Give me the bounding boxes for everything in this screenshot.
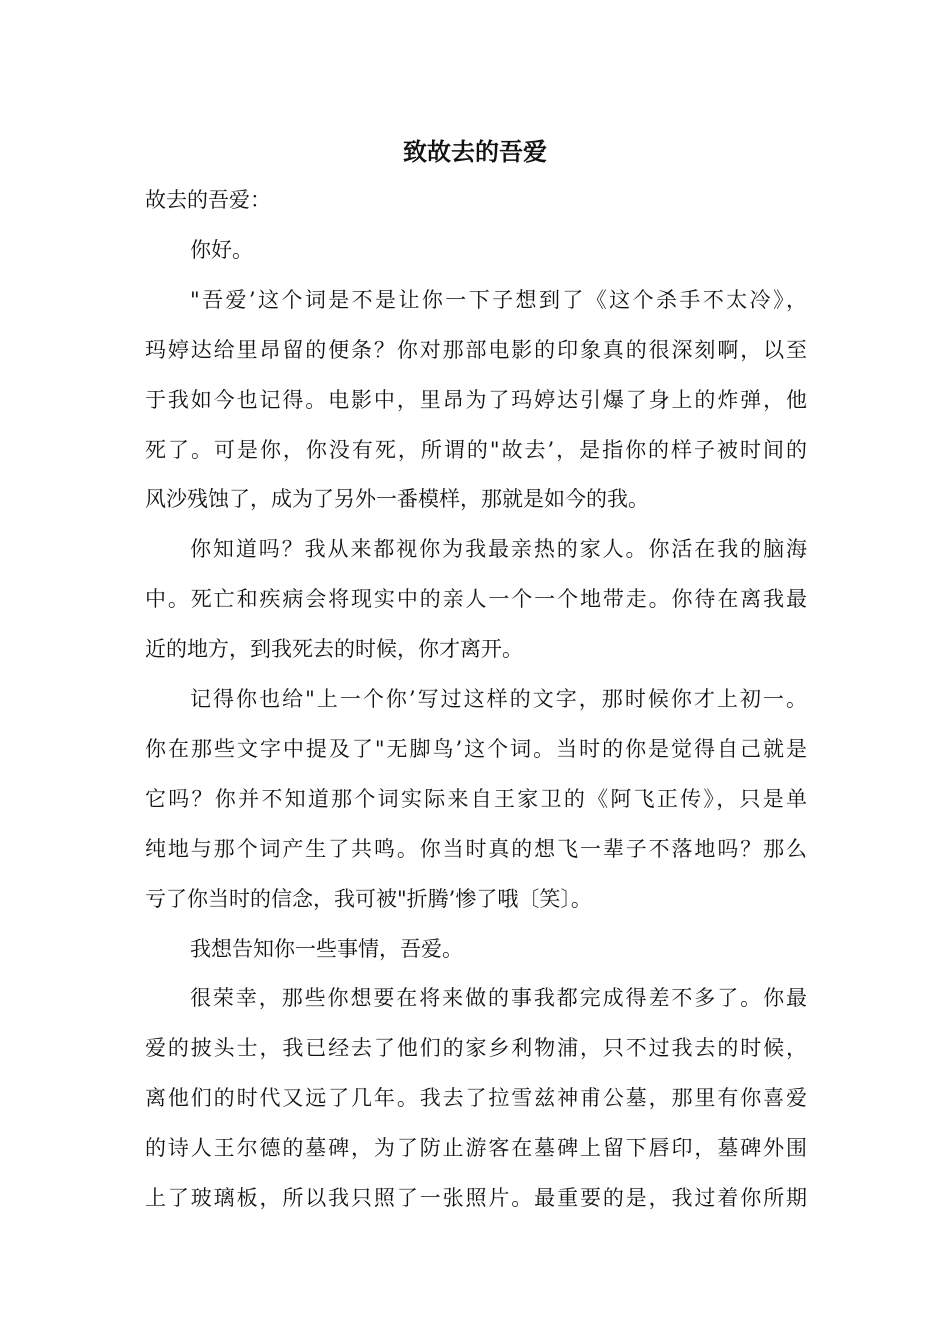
text-line: 很荣幸，那些你想要在将来做的事我都完成得差不多了。你最 [190, 986, 807, 1010]
text-line: 纯地与那个词产生了共鸣。你当时真的想飞一辈子不落地吗？那么 [145, 837, 807, 861]
text-line: 我想告知你一些事情，吾爱。 [190, 937, 463, 961]
text-line: 记得你也给"上一个你’写过这样的文字，那时候你才上初一。 [190, 687, 807, 711]
text-line: 爱的披头士，我已经去了他们的家乡利物浦，只不过我去的时候， [145, 1036, 807, 1060]
text-line: 你在那些文字中提及了"无脚鸟’这个词。当时的你是觉得自己就是 [145, 737, 807, 761]
text-line: 的诗人王尔德的墓碑，为了防止游客在墓碑上留下唇印，墓碑外围 [145, 1136, 807, 1160]
text-line: 你好。 [190, 238, 253, 262]
text-line: 上了玻璃板，所以我只照了一张照片。最重要的是，我过着你所期 [145, 1186, 807, 1210]
text-line: 中。死亡和疾病会将现实中的亲人一个一个地带走。你待在离我最 [145, 587, 807, 611]
text-line: 近的地方，到我死去的时候，你才离开。 [145, 637, 523, 661]
text-line: 亏了你当时的信念，我可被"折腾’惨了哦〔笑〕。 [145, 887, 592, 911]
text-line: 故去的吾爱： [145, 188, 271, 212]
text-line: 于我如今也记得。电影中，里昂为了玛婷达引爆了身上的炸弹，他 [145, 388, 807, 412]
text-line: 你知道吗？我从来都视你为我最亲热的家人。你活在我的脑海 [190, 537, 807, 561]
text-line: 离他们的时代又远了几年。我去了拉雪兹神甫公墓，那里有你喜爱 [145, 1086, 807, 1110]
document-title: 致故去的吾爱 [403, 137, 547, 166]
text-line: 玛婷达给里昂留的便条？你对那部电影的印象真的很深刻啊，以至 [145, 338, 807, 362]
text-line: 风沙残蚀了，成为了另外一番模样，那就是如今的我。 [145, 487, 649, 511]
text-line: 它吗？你并不知道那个词实际来自王家卫的《阿飞正传》，只是单 [145, 787, 807, 811]
text-line: 死了。可是你，你没有死，所谓的"故去’，是指你的样子被时间的 [145, 438, 807, 462]
text-line: "吾爱’这个词是不是让你一下子想到了《这个杀手不太冷》， [190, 288, 807, 312]
